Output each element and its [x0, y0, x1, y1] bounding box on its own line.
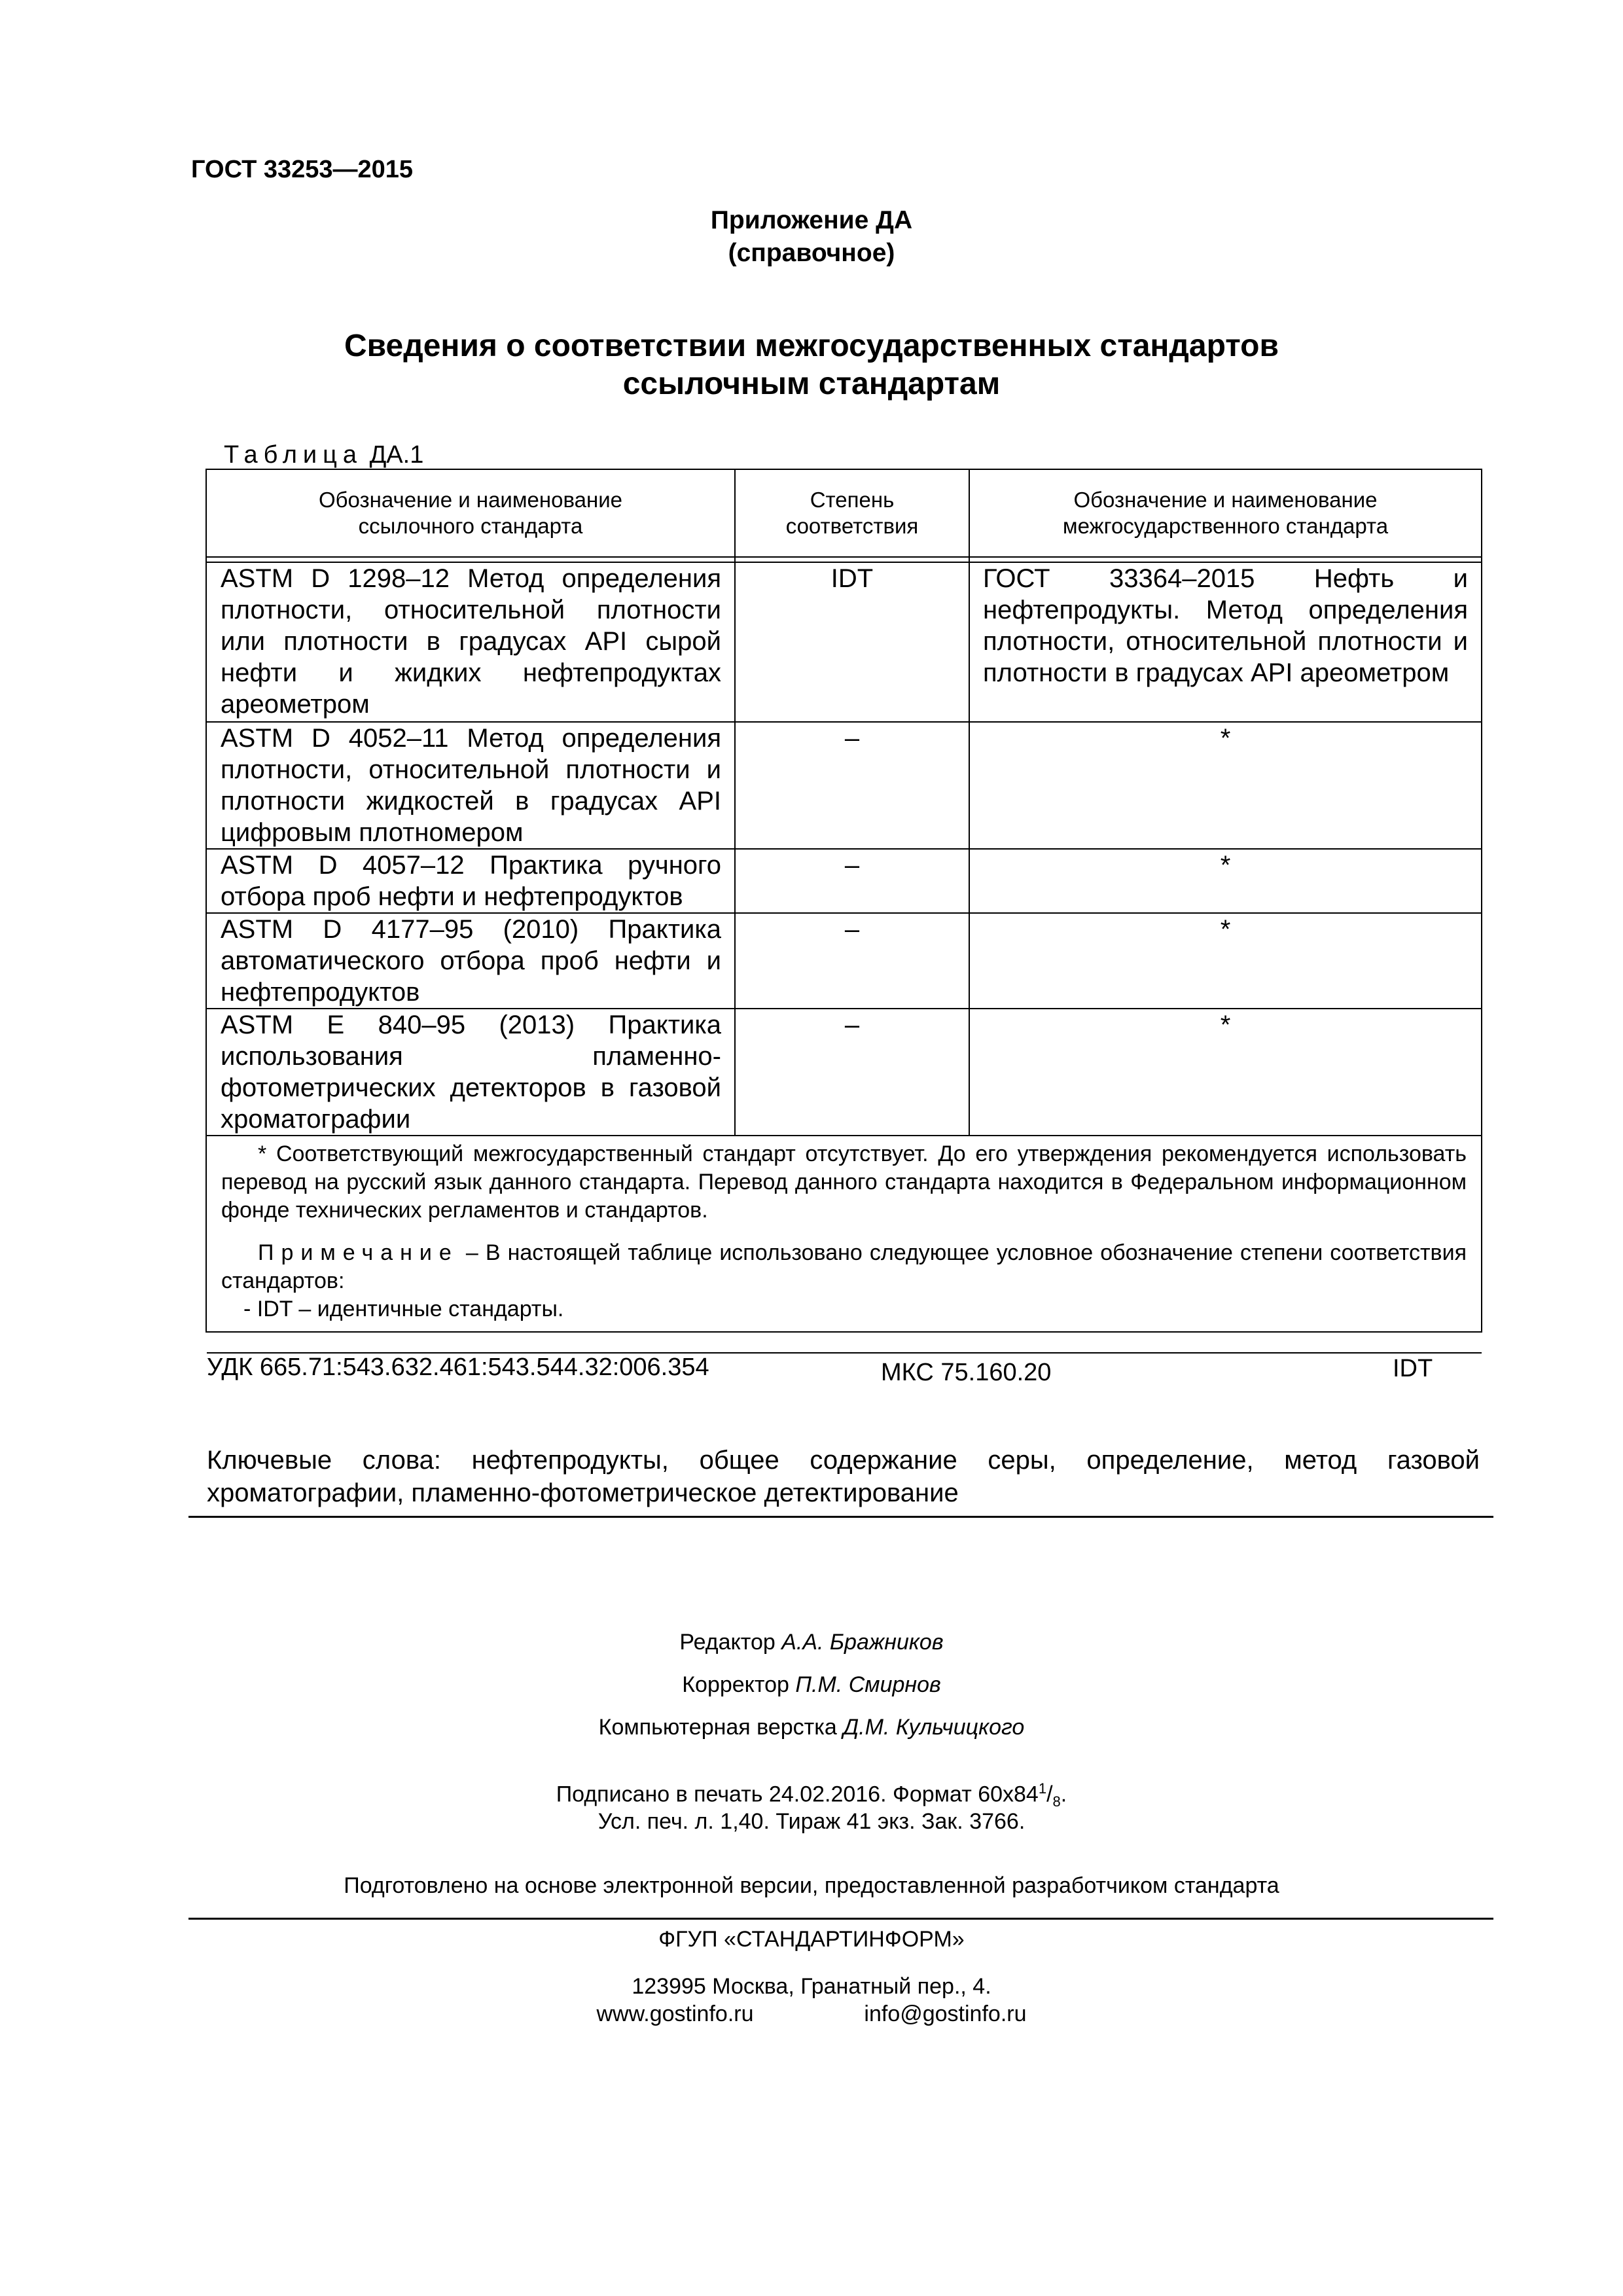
table-row: [206, 562, 1482, 722]
reference-standard-cell: ASTM E 840–95 (2013) Практика использования пламенно-фотометрических детекторов в газовой хроматографии: [206, 1009, 735, 1136]
signed-line: Подписано в печать 24.02.2016. Формат $60х84^1/_8$.: [556, 1780, 1067, 1810]
divider-publisher: [188, 1918, 1493, 1920]
print-info: Усл. печ. л. 1,40. Тираж 41 экз. Зак. 3766.: [597, 1809, 1026, 1834]
udk-code: УДК 665.71:543.632.461:543.544.32:006.354: [207, 1354, 709, 1381]
reference-standard-cell: ASTM D 1298–12 Метод определения плотности, относительной плотности или плотности в градусах API сырой нефти и жидких нефтепродуктах ареометром: [206, 562, 735, 722]
interstate-standard-cell: *: [969, 1009, 1482, 1136]
header-reference-standard: Обозначение и наименование ссылочного стандарта: [206, 469, 735, 557]
editor-line: [0, 1630, 1623, 1655]
interstate-standard-cell: *: [969, 913, 1482, 1009]
editor-name: А.А. Бражников: [781, 1630, 944, 1655]
contact-line: [0, 2001, 1623, 2027]
document-code: ГОСТ 33253—2015: [191, 156, 414, 183]
note-label: Примечание: [258, 1240, 459, 1265]
format-numerator: 1: [1038, 1780, 1047, 1797]
table-header-gap: [206, 557, 1482, 562]
corrector-name: П.М. Смирнов: [795, 1672, 941, 1697]
table-row: [206, 913, 1482, 1009]
editor-label: Редактор: [679, 1630, 776, 1655]
table-footnote-cell: [206, 1136, 1482, 1332]
table-caption-number: ДА.1: [369, 441, 424, 469]
layout-line: [0, 1715, 1623, 1740]
header-interstate-standard: Обозначение и наименование межгосударственного стандарта: [969, 469, 1482, 557]
table-row: [206, 849, 1482, 913]
header-degree: Степень соответствия: [735, 469, 969, 557]
degree-cell: IDT: [735, 562, 969, 722]
corrector-label: Корректор: [682, 1672, 789, 1697]
interstate-standard-cell: *: [969, 722, 1482, 849]
table-caption-word: Таблица: [224, 441, 363, 469]
note-text: – В настоящей таблице использовано следующее условное обозначение степени соответствия стандартов:: [221, 1240, 1467, 1293]
corrector-line: [0, 1672, 1623, 1698]
table-row: [206, 1009, 1482, 1136]
layout-label: Компьютерная верстка: [598, 1715, 837, 1740]
email-link[interactable]: info@gostinfo.ru: [864, 2001, 1027, 2026]
signed-text: Подписано в печать 24.02.2016. Формат 60х84: [556, 1782, 1039, 1807]
degree-cell: –: [735, 913, 969, 1009]
layout-name: Д.М. Кульчицкого: [843, 1715, 1025, 1740]
format-denominator: 8: [1052, 1793, 1061, 1810]
annex-heading: [0, 204, 1623, 270]
publisher: ФГУП «СТАНДАРТИНФОРМ»: [658, 1927, 965, 1952]
section-title: [0, 327, 1623, 403]
degree-cell: –: [735, 722, 969, 849]
degree-cell: –: [735, 849, 969, 913]
table-row: [206, 722, 1482, 849]
table-header-row: [206, 469, 1482, 557]
address: 123995 Москва, Гранатный пер., 4.: [632, 1974, 991, 1999]
conformity-code: IDT: [1393, 1355, 1433, 1382]
divider-keywords: [188, 1516, 1493, 1518]
annex-subtitle: (справочное): [728, 239, 895, 267]
reference-standard-cell: ASTM D 4052–11 Метод определения плотности, относительной плотности и плотности жидкостей в градусах API цифровым плотномером: [206, 722, 735, 849]
section-title-line-2: ссылочным стандартам: [622, 367, 1001, 401]
mks-code: МКС 75.160.20: [881, 1359, 1052, 1386]
table-footnote-row: [206, 1136, 1482, 1332]
footnote-text: * Соответствующий межгосударственный стандарт отсутствует. До его утверждения рекомендуется использовать перевод на русский язык данного стандарта. Перевод данного стандарта находится в Федеральном информационном фонде технических регламентов и стандартов.: [221, 1141, 1467, 1223]
table-caption: [224, 441, 423, 469]
annex-title: Приложение ДА: [710, 206, 913, 234]
keywords: Ключевые слова: нефтепродукты, общее содержание серы, определение, метод газовой хроматографии, пламенно-фотометрическое детектирование: [207, 1446, 1480, 1507]
prepared-note: Подготовлено на основе электронной версии, предоставленной разработчиком стандарта: [344, 1873, 1279, 1898]
interstate-standard-cell: *: [969, 849, 1482, 913]
section-title-line-1: Сведения о соответствии межгосударственных стандартов: [344, 329, 1279, 363]
website-link[interactable]: www.gostinfo.ru: [596, 2001, 754, 2026]
standards-table: [205, 469, 1482, 1333]
note-paragraph: [221, 1239, 1467, 1295]
reference-standard-cell: ASTM D 4177–95 (2010) Практика автоматического отбора проб нефти и нефтепродуктов: [206, 913, 735, 1009]
note-item: - IDT – идентичные стандарты.: [243, 1297, 564, 1321]
reference-standard-cell: ASTM D 4057–12 Практика ручного отбора проб нефти и нефтепродуктов: [206, 849, 735, 913]
degree-cell: –: [735, 1009, 969, 1136]
interstate-standard-cell: ГОСТ 33364–2015 Нефть и нефтепродукты. Метод определения плотности, относительной плотности и плотности в градусах API ареометром: [969, 562, 1482, 722]
